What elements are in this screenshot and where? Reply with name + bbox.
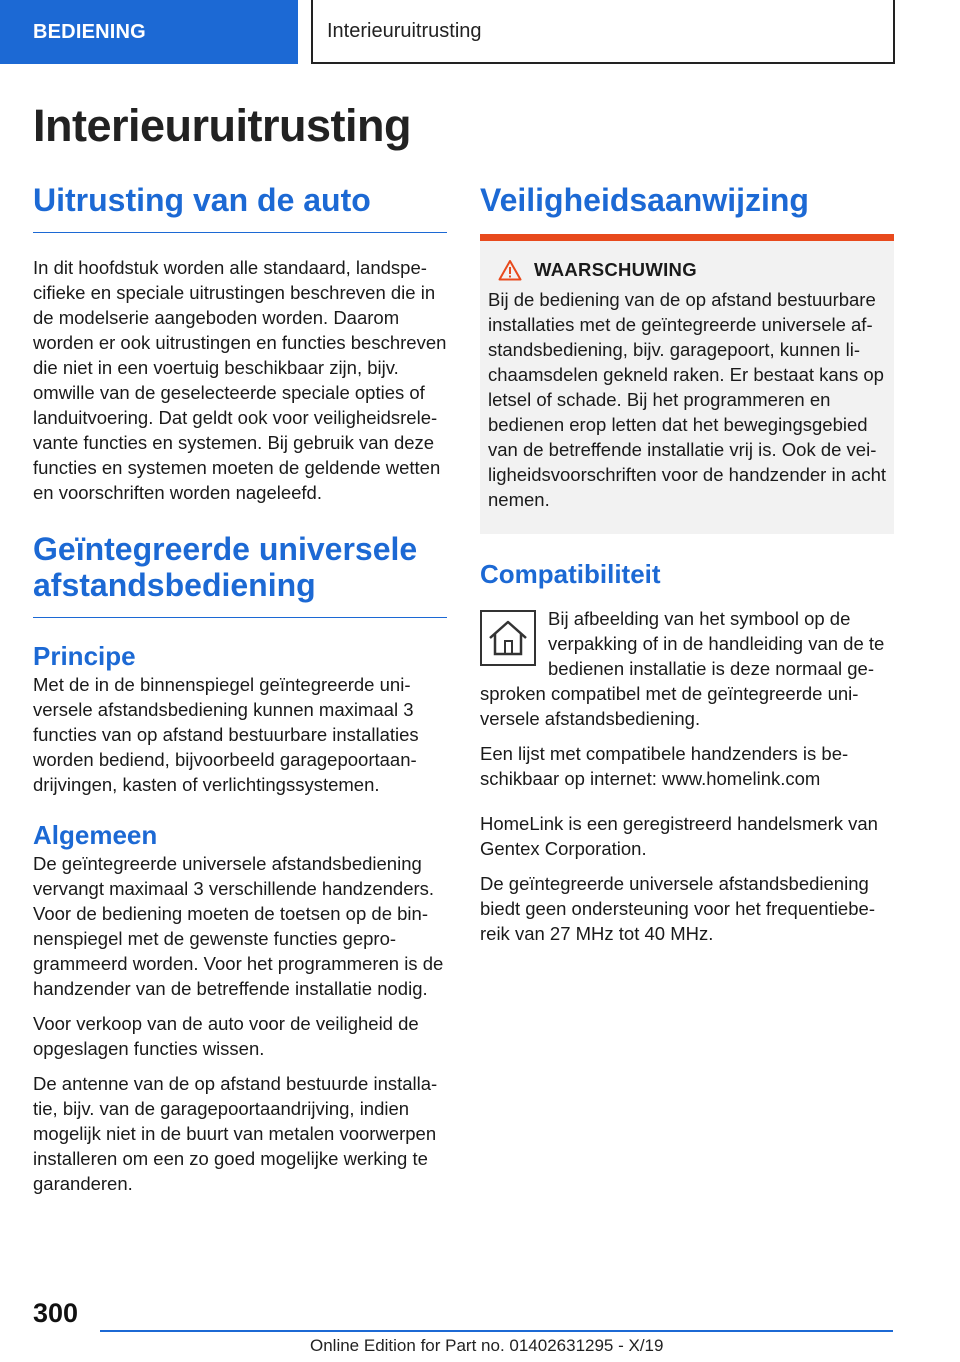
intro-paragraph: In dit hoofdstuk worden alle standaard, landspecifieke en speciale uitrustingen beschreven die in de modelserie aangeboden worden. Daarom worden er ook uitrustingen en functies beschreven die niet in een voertuig beschikbaar zijn, bijv. omwille van de geselecteerde speciale opties of landuitvoering. Dat geldt ook voor veiligheidsrelevante functies en systemen. Bij gebruik van deze functies en systemen moeten de geldende wetten en voorschriften worden nageleefd.	[33, 257, 447, 503]
compat-paragraph-2: Een lijst met compatibele handzenders is beschikbaar op internet: www.homelink.com	[480, 743, 849, 789]
heading-afstandsbediening: Geïntegreerde universele afstandsbediening	[33, 531, 447, 618]
left-column	[33, 182, 447, 1206]
principe-section	[33, 640, 447, 797]
compat-paragraph-3: HomeLink is een geregistreerd handelsmerk van Gentex Corporation.	[480, 813, 878, 859]
compat-paragraph-1: Bij afbeelding van het symbool op de verpakking of in de handleiding van de te bedienen installatie is deze normaal gesproken compatibel met de geïntegreerde universele afstandsbediening.	[480, 608, 885, 729]
compat-paragraph-4: De geïntegreerde universele afstandsbediening biedt geen ondersteuning voor het frequentiebereik van 27 MHz tot 40 MHz.	[480, 873, 875, 944]
heading-compatibiliteit: Compatibiliteit	[480, 559, 661, 589]
algemeen-paragraph-3: De antenne van de op afstand bestuurde installatie, bijv. van de garagepoortaandrijving, indien mogelijk niet in de buurt van metalen voorwerpen installeren om een zo goed mogelijke werking te garanderen.	[33, 1073, 438, 1194]
warning-text: Bij de bediening van de op afstand bestuurbare installaties met de geïntegreerde universele afstandsbediening, bijv. garagepoort, kunnen lichaamsdelen gekneld raken. Er bestaat kans op letsel of schade. Bij het programmeren en bedienen erop letten dat het bewegingsgebied van de betreffende installatie vrij is. Ook de veiligheidsvoorschriften voor de handzender in acht nemen.	[488, 289, 886, 510]
chapter-tab[interactable]: Interieuruitrusting	[311, 0, 895, 64]
heading-uitrusting: Uitrusting van de auto	[33, 182, 447, 233]
algemeen-section	[33, 819, 447, 1196]
heading-veiligheid: Veiligheidsaanwijzing	[480, 182, 809, 218]
homelink-house-icon	[480, 610, 536, 666]
warning-header	[498, 259, 886, 281]
algemeen-paragraph-2: Voor verkoop van de auto voor de veiligheid de opgeslagen functies wissen.	[33, 1013, 419, 1059]
principe-text: Met de in de binnenspiegel geïntegreerde universele afstandsbediening kunnen maximaal 3 functies van op afstand bestuurbare installaties worden bediend, bijvoorbeeld garagepoortaandrijvingen, kasten of verlichtingssystemen.	[33, 674, 419, 795]
compat-section	[480, 606, 894, 946]
warning-box	[480, 241, 894, 534]
right-column	[480, 182, 894, 956]
footer-rule	[100, 1330, 893, 1332]
page-header	[0, 0, 960, 66]
page-title: Interieuruitrusting	[33, 100, 412, 151]
warning-label: WAARSCHUWING	[534, 259, 697, 280]
edition-note: Online Edition for Part no. 01402631295 - X/19	[310, 1336, 664, 1355]
algemeen-title: Algemeen	[33, 820, 158, 850]
warning-rule	[480, 234, 894, 241]
section-tab[interactable]: BEDIENING	[0, 0, 298, 64]
warning-triangle-icon	[498, 259, 522, 281]
page-number: 300	[33, 1298, 79, 1328]
algemeen-paragraph-1: De geïntegreerde universele afstandsbediening vervangt maximaal 3 verschillende handzenders. Voor de bediening moeten de toetsen op de binnenspiegel met de gewenste functies geprogrammeerd worden. Voor het programmeren is de handzender van de betreffende installatie nodig.	[33, 853, 444, 999]
principe-title: Principe	[33, 641, 136, 671]
